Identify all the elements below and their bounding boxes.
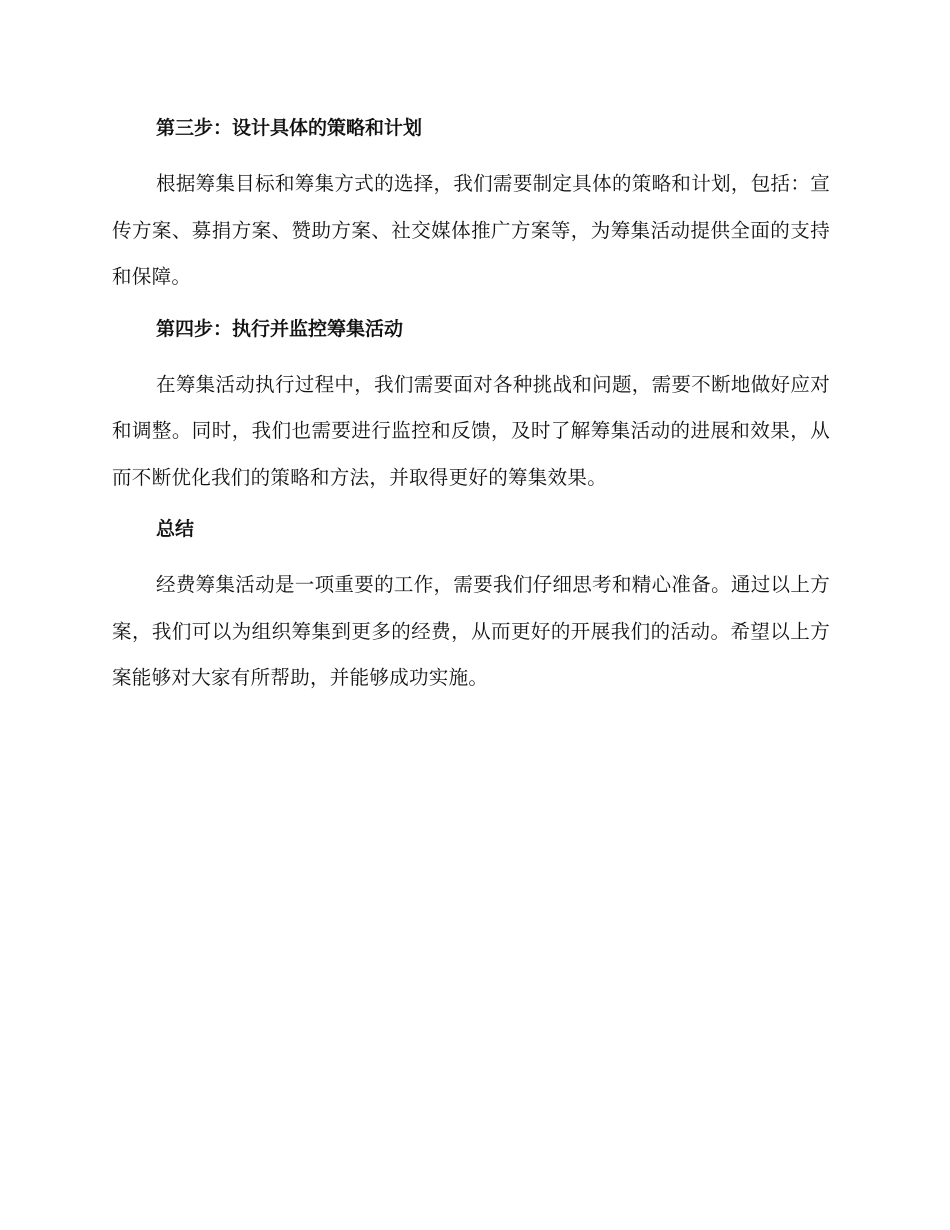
section-heading-step-four: 第四步：执行并监控筹集活动	[156, 317, 404, 340]
section-paragraph-step-three: 根据筹集目标和筹集方式的选择，我们需要制定具体的策略和计划，包括：宣传方案、募捐方案、赞助方案、社交媒体推广方案等，为筹集活动提供全面的支持和保障。	[112, 172, 830, 288]
section-paragraph-step-four: 在筹集活动执行过程中，我们需要面对各种挑战和问题，需要不断地做好应对和调整。同时，我们也需要进行监控和反馈，及时了解筹集活动的进展和效果，从而不断优化我们的策略和方法，并取得更好的筹集效果。	[112, 372, 830, 489]
section-heading-summary: 总结	[156, 518, 195, 540]
section-heading-step-three: 第三步：设计具体的策略和计划	[156, 117, 423, 139]
section-paragraph-summary: 经费筹集活动是一项重要的工作，需要我们仔细思考和精心准备。通过以上方案，我们可以为组织筹集到更多的经费，从而更好的开展我们的活动。希望以上方案能够对大家有所帮助，并能够成功实施。	[112, 573, 830, 689]
document-body	[112, 112, 830, 714]
